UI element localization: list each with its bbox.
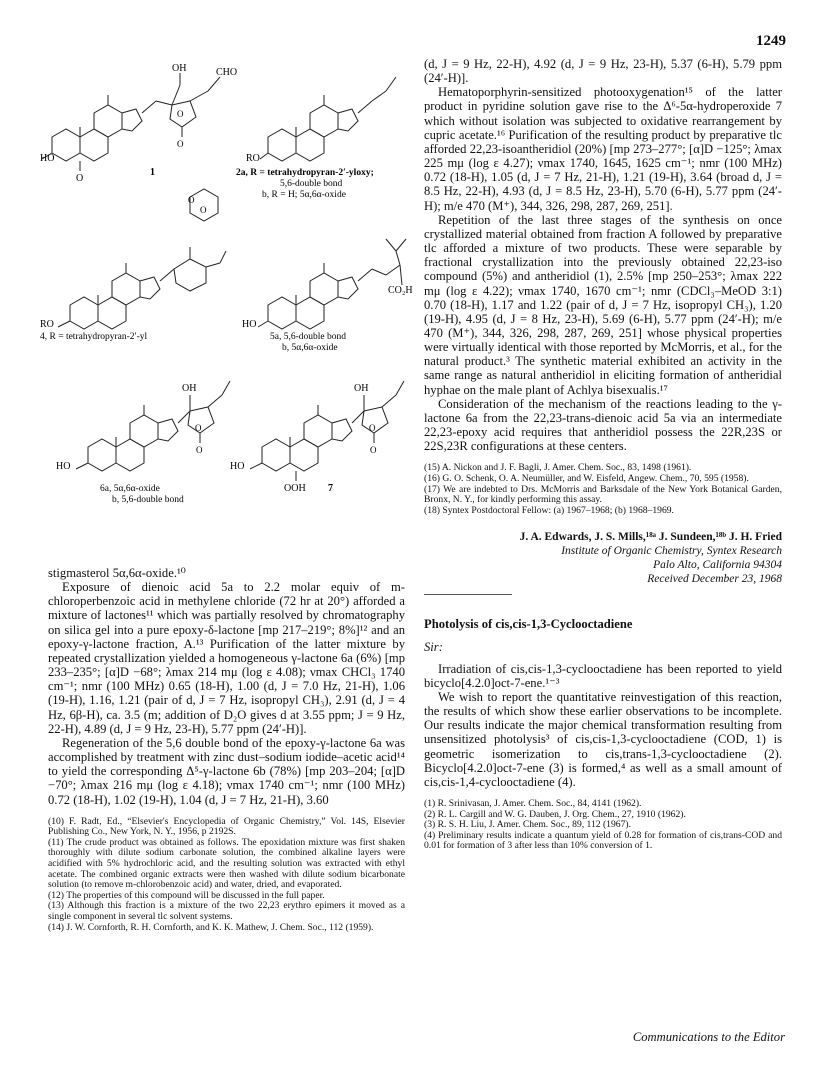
paragraph: stigmasterol 5α,6α-oxide.¹⁰	[48, 566, 186, 580]
compound-number-7: 7	[328, 483, 333, 494]
divider	[424, 594, 512, 595]
footnote: (4) Preliminary results indicate a quantum yield of 0.28 for formation of cis,trans-COD and 0.01 for formation of 3 after less than 10% conversion of 1.	[424, 829, 782, 852]
label-ro: RO	[40, 319, 54, 330]
paragraph: Regeneration of the 5,6 double bond of the epoxy-γ-lactone 6a was accomplished by treatment with zinc dust–sodium iodide–acetic acid¹⁴ to yield the corresponding Δ⁵-γ-lactone 6b (78%) [mp 203–204; [α]D −70°; λmax 216 mμ (log ε 4.18); νmax 1740 cm⁻¹; nmr (100 MHz) 0.72 (18-H), 1.02 (19-H), 1.04 (d, J = 7 Hz, 21-H), 3.60	[48, 735, 405, 807]
footnote: (11) The crude product was obtained as follows. The epoxidation mixture was first shaken thoroughly with dilute sodium carbonate solution, the combined alkaline layers were acidified with 5% hydrochloric acid, and the resulting solution was extracted with ethyl acetate. The combined organic extracts were then washed with dilute sodium bicarbonate solution (to remove m-chlorobenzoic acid) and water, dried, and evaporated.	[48, 836, 405, 891]
label-cho: CHO	[216, 67, 238, 78]
paragraph: (d, J = 9 Hz, 22-H), 4.92 (d, J = 9 Hz, 23-H), 5.37 (6-H), 5.79 ppm (24′-H)].	[424, 57, 782, 86]
paragraph: Exposure of dienoic acid 5a to 2.2 molar equiv of m-chloroperbenzoic acid in methylene chloride (72 hr at 20°) afforded a mixture of lactones¹¹ which was partially resolved by chromatography on silica gel into a pure epoxy-δ-lactone [mp 217–219°; 8%]¹² and an epoxy-γ-lactone fraction, A.¹³ Purification of the latter mixture by repeated crystallization yielded a homogeneous γ-lactone 6a (6%) [mp 233–235°; [α]D −68°; λmax 214 mμ (log ε 4.08); νmax CHCl₃ 1740 cm⁻¹; nmr (100 MHz) 0.65 (18-H), 1.00 (d, J = 7.0 Hz, 21-H), 1.06 (19-H), 1.16, 1.21 (pair of d, J = 7 Hz, isopropyl CH₃), 2.91 (d, J = 4 Hz, 6β-H), ca. 3.5 (m; addition of D₂O gives d at 3.55 ppm; J = 9 Hz, 22-H), 4.89 (d, J = 9 Hz, 23-H), 5.77 ppm (24′-H)].	[48, 580, 405, 736]
footnote: (10) F. Radt, Ed., “Elsevier's Encyclopedia of Organic Chemistry,” Vol. 14S, Elsevier Publishing Co., New York, N. Y., 1956, p 2192S.	[48, 815, 405, 838]
paragraph: Repetition of the last three stages of the synthesis on once crystallized material obtained from fraction A followed by preparative tlc afforded a mixture of two products. These were separable by fractional crystallization into the previously obtained 22,23-iso compound (5%) and antheridiol (1), 2.5% [mp 250–253°; λmax 222 mμ (log ε 4.22); νmax 1740, 1670 cm⁻¹; nmr (CDCl₃–MeOD 3:1) 0.70 (18-H), 1.17 and 1.22 (pair of d, J = 7 Hz, isopropyl CH₃), 1.20 (19-H), 4.95 (d, J = 8 Hz, 23-H), 5.69 (6-H), 5.77 ppm (24′-H); m/e 470 (M⁺), 344, 326, 298, 287, 269, 251] whose physical properties were virtually identical with those reported by McMorris, et al., for the natural product.³ The synthetic material exhibited an activity in the same range as natural antheridiol in eliciting formation of antheridial hyphae on the male plant of Achlya bisexualis.¹⁷	[424, 212, 782, 397]
left-column	[48, 566, 405, 933]
caption-5a: 5a, 5,6-double bond	[270, 332, 346, 342]
label-oh: OH	[172, 63, 187, 74]
footnote: (18) Syntex Postdoctoral Fellow: (a) 1967–1968; (b) 1968–1969.	[424, 504, 674, 516]
chemical-structures-figure	[40, 55, 413, 505]
caption-6a: 6a, 5α,6α-oxide	[100, 484, 160, 494]
label-o: O	[177, 139, 184, 149]
received-date: Received December 23, 1968	[647, 573, 782, 586]
structure-7	[230, 381, 404, 494]
caption-4: 4, R = tetrahydropyran-2′-yl	[40, 332, 148, 342]
page-number: 1249	[756, 33, 786, 49]
structure-2	[236, 77, 396, 200]
article-title: Photolysis of cis,cis-1,3-Cyclooctadiene	[424, 617, 633, 632]
label-ho: HO	[230, 461, 245, 472]
label-o: O	[370, 445, 377, 455]
label-co2h: CO₂H	[388, 285, 413, 296]
footnotes	[48, 817, 405, 934]
caption-2a: 2a, R = tetrahydropyran-2′-yloxy;	[236, 168, 374, 178]
paragraph: We wish to report the quantitative reinvestigation of this reaction, the results of which show these earlier observations to be incomplete. Our results indicate the major chemical transformation resulting from unsensitized photolysis³ of cis,cis-1,3-cyclooctadiene (COD, 1) is geometric isomerization to cis,trans-1,3-cyclooctadiene (2). Bicyclo[4.2.0]oct-7-ene (3) is formed,⁴ as well as a small amount of cis,cis-1,4-cyclooctadiene (4).	[424, 689, 782, 789]
caption-5b: b, 5α,6α-oxide	[282, 343, 338, 353]
label-ho: HO	[242, 319, 257, 330]
label-o: O	[200, 205, 207, 215]
footnotes	[424, 463, 782, 516]
paragraph: Irradiation of cis,cis-1,3-cyclooctadiene has been reported to yield bicyclo[4.2.0]oct-7-ene.¹⁻³	[424, 661, 782, 690]
affiliation: Institute of Organic Chemistry, Syntex Research	[561, 545, 782, 558]
label-o: O	[195, 423, 202, 433]
affiliation-location: Palo Alto, California 94304	[653, 559, 782, 572]
label-o: O	[196, 445, 203, 455]
paragraph: Hematoporphyrin-sensitized photooxygenation¹⁵ of the latter product in pyridine solution gave rise to the Δ⁶-5α-hydroperoxide 7 which without isolation was subjected to oxidative rearrangement by cupric acetate.¹⁶ Purification of the resulting product by preparative tlc afforded 22,23-isoantheridiol (20%) [mp 273–277°; [α]D −125°; λmax 225 mμ (log ε 4.27); νmax 1740, 1645, 1625 cm⁻¹; nmr (100 MHz) 0.72 (18-H), 1.05 (d, J = 7 Hz, 21-H), 1.21 (19-H), 3.64 (broad d, J = 8.5 Hz, 22-H), 4.93 (d, J = 8.5 Hz, 23-H), 5.70 (6-H), 5.77 ppm (24′-H); m/e 470 (M⁺), 344, 326, 298, 287, 269, 251].	[424, 85, 782, 213]
footnote: (1) R. Srinivasan, J. Amer. Chem. Soc., 84, 4141 (1962).	[424, 798, 642, 810]
structure-5	[242, 239, 413, 353]
structure-1	[40, 63, 237, 184]
caption-2a-line2: 5,6-double bond	[280, 179, 343, 189]
label-ho: HO	[56, 461, 71, 472]
paragraph: Consideration of the mechanism of the reactions leading to the γ-lactone 6a from the 22,23-trans-dienoic acid 5a via an intermediate 22,23-epoxy acid requires that antheridiol possess the 22R,23S or 22S,23R configurations at these centers.	[424, 396, 782, 454]
structure-6	[56, 381, 230, 505]
footnote: (2) R. L. Cargill and W. G. Dauben, J. Org. Chem., 27, 1910 (1962).	[424, 808, 686, 820]
label-oh: OH	[182, 383, 197, 394]
footnote: (15) A. Nickon and J. F. Bagli, J. Amer. Chem. Soc., 83, 1498 (1961).	[424, 462, 692, 474]
caption-2b: b, R = H; 5α,6α-oxide	[262, 190, 346, 200]
footnote: (12) The properties of this compound will be discussed in the full paper.	[48, 889, 325, 901]
label-o: O	[188, 195, 195, 205]
footnote: (3) R. S. H. Liu, J. Amer. Chem. Soc., 89, 112 (1967).	[424, 819, 631, 831]
footnote: (13) Although this fraction is a mixture of the two 22,23 erythro epimers it moved as a single component in several tlc solvent systems.	[48, 900, 405, 922]
running-footer: Communications to the Editor	[632, 1030, 785, 1044]
footnotes	[424, 799, 782, 852]
label-ooh: OOH	[284, 483, 306, 494]
author-list: J. A. Edwards, J. S. Mills,¹⁸ᵃ J. Sundeen,¹⁸ᵇ J. H. Fried	[519, 531, 782, 544]
compound-number-1: 1	[150, 167, 155, 178]
label-oh: OH	[354, 383, 369, 394]
label-o: O	[177, 109, 184, 119]
label-o: O	[369, 423, 376, 433]
label-o: O	[76, 173, 84, 184]
caption-6b: b, 5,6-double bond	[112, 495, 184, 505]
right-column	[424, 57, 782, 852]
footnote: (14) J. W. Cornforth, R. H. Cornforth, and K. K. Mathew, J. Chem. Soc., 112 (1959).	[48, 921, 374, 933]
label-ho: HO	[40, 153, 55, 164]
footnote: (16) G. O. Schenk, O. A. Neumüller, and W. Eisfeld, Angew. Chem., 70, 595 (1958).	[424, 472, 749, 484]
salutation: Sir:	[424, 639, 443, 654]
structure-4	[40, 189, 226, 342]
footnote: (17) We are indebted to Drs. McMorris and Barksdale of the New York Botanical Garden, Bronx, N. Y., for kindly performing this assay.	[424, 483, 782, 506]
label-ro: RO	[246, 153, 260, 164]
